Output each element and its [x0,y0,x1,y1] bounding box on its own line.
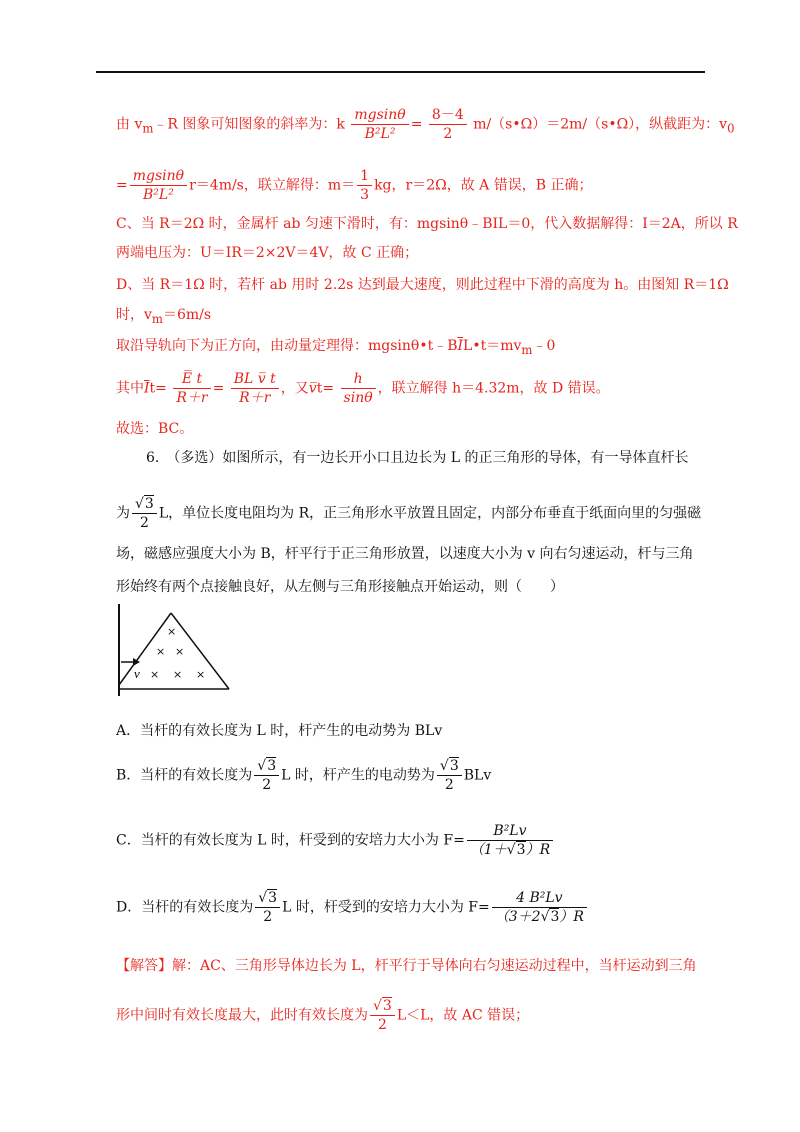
field-cross: × [173,668,183,681]
answer-tag: 【解答】 [116,958,172,974]
solution-line-5: D、当 R＝1Ω 时，若杆 ab 用时 2.2s 达到最大速度，则此过程中下滑的高度为 h。由图知 R＝1Ω [116,277,729,293]
field-cross: × [167,625,177,638]
header-rule [96,71,705,73]
force-fraction-c: $\frac{\text{B²Lv}}{(1+√3)R}$ [467,822,553,859]
question-6-line-1: 6. （多选）如图所示，有一边长开小口且边长为 L 的正三角形的导体，有一导体直杆长 [146,450,689,466]
velocity-arrowhead-icon [133,658,140,666]
solution-line-1: 由 $v_m﹣R$ 图象可知图象的斜率为：k $\frac{mgsin\theta}{\text{B²L²}}$ = $\frac{8-4}{2}$ m/（s•Ω）＝2m/（s•Ω），纵截距为：$v_0$ [116,107,735,142]
option-a: A．当杆的有效长度为 L 时，杆产生的电动势为 BLv [116,723,443,739]
option-d: D．当杆的有效长度为 $\frac{√3}{2}$ L 时，杆受到的安培力大小为 F= $\frac{\text{4 B²Lv}}{(3+2√3)R}$ [116,889,589,926]
field-cross: × [196,668,206,681]
current-fraction-2: $\frac{\text{BL v̅ t}}{R+r}$ [231,370,279,407]
solution-line-7: 取沿导轨向下为正方向，由动量定理得：$mgsin\theta•t﹣B\overline{I}L•t=mv_m﹣0$ [116,338,556,357]
solution-line-6: 时，$v_m=6m/s$ [116,307,212,326]
answer-line-2: 形中间时有效长度最大，此时有效长度为 $\frac{√3}{2}$ L＜L，故 AC 错误； [116,998,530,1033]
question-6-line-2: 为 $\frac{√3}{2}$ L，单位长度电阻均为 R，正三角形水平放置且固定，内部分布垂直于纸面向里的匀强磁 [116,496,702,531]
slope-value-fraction: $\frac{8-4}{2}$ [429,106,467,143]
field-cross: × [175,645,185,658]
solution-answer: 故选：BC。 [116,421,194,437]
solution-line-3: C、当 R＝2Ω 时，金属杆 ab 匀速下滑时，有：mgsinθ﹣BIL＝0，代入数据解得：I＝2A，所以 R [116,216,738,232]
triangle-figure [116,604,236,696]
force-fraction-d: $\frac{\text{4 B²Lv}}{(3+2√3)R}$ [492,889,587,926]
sqrt3-over-2: $\frac{√3}{2}$ [370,997,395,1034]
answer-line-1: 【解答】解：AC、三角形导体边长为 L，杆平行于导体向右匀速运动过程中，当杆运动到三角 [116,958,697,974]
sqrt3-over-2: $\frac{√3}{2}$ [255,889,280,926]
mass-fraction: $\frac{1}{3}$ [357,167,372,204]
field-cross: × [150,668,160,681]
sqrt3-over-2: $\frac{√3}{2}$ [254,757,279,794]
sqrt3-over-2: $\frac{√3}{2}$ [132,495,157,532]
sqrt3-over-2: $\frac{√3}{2}$ [437,757,462,794]
velocity-label: v [134,666,140,681]
current-fraction-1: $\frac{E̅ t}{R+r}$ [173,370,210,407]
solution-line-4: 两端电压为：U＝IR＝2×2V＝4V，故 C 正确； [116,245,419,261]
option-c: C．当杆的有效长度为 L 时，杆受到的安培力大小为 F= $\frac{\text{B²Lv}}{(1+√3)R}$ [116,822,555,859]
field-cross: × [156,645,166,658]
solution-line-8: 其中$\overline{I}t=$ $\frac{E̅ t}{R+r}$ = $\frac{\text{BL v̅ t}}{R+r}$ ，又v̅t= $\frac{h}{\sin\theta}$ ，联立解得 h＝4.32m，故 D 错误。 [116,371,610,406]
question-6-line-4: 形始终有两个点接触良好，从左侧与三角形接触点开始运动，则（ ） [116,579,564,595]
question-6-line-3: 场，磁感应强度大小为 B，杆平行于正三角形放置，以速度大小为 v 向右匀速运动，杆与三角 [116,546,694,562]
option-b: B．当杆的有效长度为 $\frac{√3}{2}$ L 时，杆产生的电动势为 $\frac{√3}{2}$ BLv [116,758,492,793]
solution-line-2: = $\frac{mgsin\theta}{\text{B²L²}}$ r＝4m/s，联立解得：m＝ $\frac{1}{3}$ kg，r＝2Ω，故 A 错误，B 正确； [116,168,593,203]
intercept-fraction: $\frac{mgsin\theta}{\text{B²L²}}$ [130,167,187,204]
distance-fraction: $\frac{h}{\sin\theta}$ [341,370,376,407]
slope-fraction: $\frac{mgsin\theta}{\text{B²L²}}$ [351,106,408,143]
